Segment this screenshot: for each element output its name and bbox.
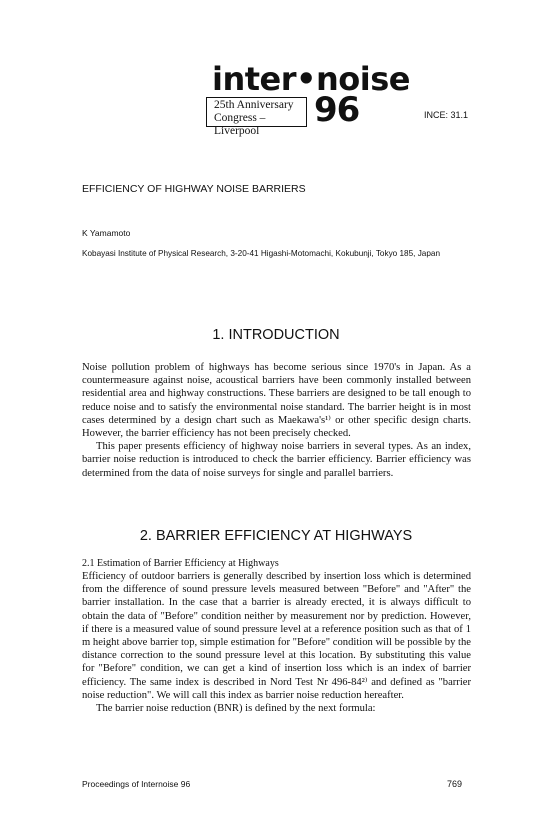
section1-paragraph-2: This paper presents efficiency of highway noise barriers in several types. As an index, barrier noise reduction is introduced to check the barrier efficiency. Barrier efficiency was determined from the data of noise surveys for single and parallel barriers. <box>82 441 471 479</box>
paper-code: INCE: 31.1 <box>424 110 469 120</box>
footer-proceedings: Proceedings of Internoise 96 <box>82 779 191 789</box>
section1-body <box>82 361 471 480</box>
section2-body <box>82 570 471 715</box>
section1-heading: 1. INTRODUCTION <box>212 327 340 343</box>
section2-paragraph-1: Efficiency of outdoor barriers is generally described by insertion loss which is determined from the difference of sound pressure levels measured between "Before" and "After" the barrier installation. In the case that a barrier is already erected, it is always difficult to obtain the data of "Before" condition neither by measurement nor by prediction. However, if there is a measured value of sound pressure level at a reference position such as that of 1 m height above barrier top, simple estimation for "Before" condition will be possible by the distance correction to the sound pressure level at this location. By substituting this value for "Before" condition, we can get a kind of insertion loss which is an index of barrier efficiency. The same index is described in Nord Test Nr 496-84²⁾ and defined as "barrier noise reduction". We will call this index as barrier noise reduction hereafter. <box>82 571 471 701</box>
author: K Yamamoto <box>82 228 131 238</box>
logo-wordmark: inter•noise <box>212 60 410 98</box>
logo-box-line1: 25th Anniversary <box>214 99 294 111</box>
section1-paragraph-1: Noise pollution problem of highways has become serious since 1970's in Japan. As a countermeasure against noise, acoustical barriers have been commonly installed between residential area and highway constructions. These barriers are designed to be tall enough to reduce noise and to satisfy the environmental noise standard. The barrier height is in most cases determined by a design chart such as Maekawa's¹⁾ or other specific design charts. However, the barrier efficiency has not been precisely checked. <box>82 362 471 440</box>
section2-paragraph-2: The barrier noise reduction (BNR) is defined by the next formula: <box>96 703 376 715</box>
logo-anniversary-box <box>206 97 307 137</box>
page-number: 769 <box>447 779 463 789</box>
logo-box-line2: Congress – Liverpool <box>214 112 266 137</box>
paper-title: EFFICIENCY OF HIGHWAY NOISE BARRIERS <box>82 183 306 195</box>
section2-subheading: 2.1 Estimation of Barrier Efficiency at Highways <box>82 558 279 569</box>
logo-year: 96 <box>314 90 360 130</box>
affiliation: Kobayasi Institute of Physical Research, 3-20-41 Higashi-Motomachi, Kokubunji, Tokyo 185, Japan <box>82 249 441 258</box>
section2-heading: 2. BARRIER EFFICIENCY AT HIGHWAYS <box>139 528 413 544</box>
